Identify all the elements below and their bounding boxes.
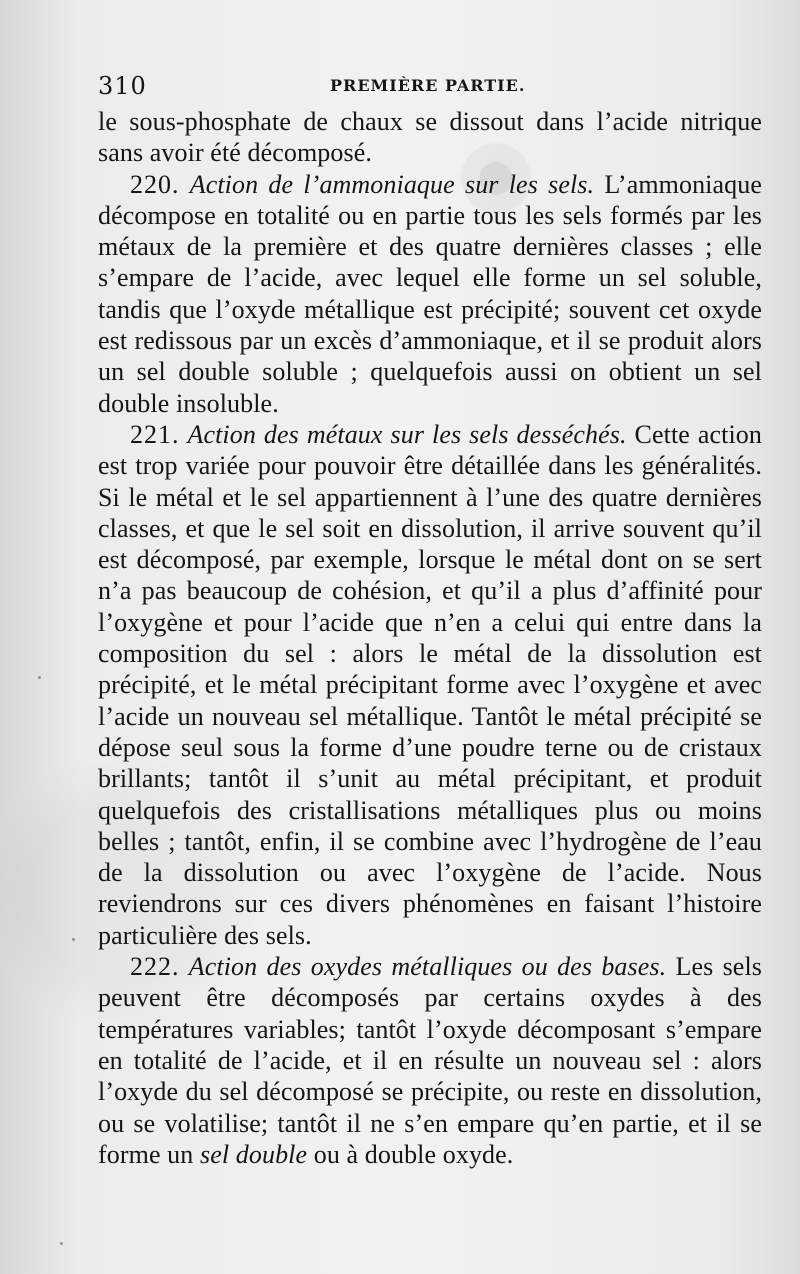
section-title: Action des métaux sur les sels desséchés. <box>187 419 627 449</box>
paper-speck <box>38 676 41 679</box>
paragraph-220 <box>98 169 762 419</box>
running-head: PREMIÈRE PARTIE. <box>330 76 526 95</box>
paper-speck <box>72 938 75 941</box>
paragraph-text: L’ammoniaque décompose en totalité ou en partie tous les sels formés par les métaux de la première et des quatre dernières classes ; elle s’empare de l’acide, avec lequel elle forme un sel soluble, tandis que l’oxyde métallique est précipité; souvent cet oxyde est redissous par un excès d’ammoniaque, et il se produit alors un sel double soluble ; quelquefois aussi on obtient un sel double insoluble. <box>98 169 762 418</box>
paragraph-221 <box>98 419 762 951</box>
page-number: 310 <box>98 72 147 100</box>
section-number: 220. <box>130 169 180 199</box>
paragraph-text: ou à double oxyde. <box>307 1139 514 1169</box>
paper-speck <box>60 1242 63 1245</box>
section-number: 222. <box>130 952 180 982</box>
section-title: Action des oxydes métalliques ou des bases. <box>188 952 667 982</box>
paragraph-text: Cette action est trop variée pour pouvoir être détaillée dans les généralités. Si le métal et le sel appartiennent à l’une des quatre dernières classes, et que le sel soit en dissolution, il arrive souvent qu’il est décomposé, par exemple, lorsque le métal dont on se sert n’a pas beaucoup de cohésion, et qu’il a plus d’affinité pour l’oxygène et pour l’acide que n’en a celui qui entre dans la composition du sel : alors le métal de la dissolution est précipité, et le métal précipitant forme avec l’oxygène et avec l’acide un nouveau sel métallique. Tantôt le métal précipité se dépose seul sous la forme d’une poudre terne ou de cristaux brillants; tantôt il s’unit au métal précipitant, et produit quelquefois des cristallisations métalliques plus ou moins belles ; tantôt, enfin, il se combine avec l’hydrogène de l’eau de la dissolution ou avec l’oxygène de l’acide. Nous reviendrons sur ces divers phénomènes en faisant l’histoire particulière des sels. <box>98 419 763 950</box>
section-title: Action de l’ammoniaque sur les sels. <box>189 169 595 199</box>
paragraph-text: Les sels peuvent être décomposés par certains oxydes à des températures variables; tantôt l’oxyde décomposant s’empare en totalité de l’acide, et il en résulte un nouveau sel : alors l’oxyde du sel décomposé se précipite, ou reste en dissolution, ou se volatilise; tantôt il ne s’en empare qu’en partie, et il se forme un <box>98 952 762 1169</box>
section-number: 221. <box>130 419 180 449</box>
italic-phrase: sel double <box>199 1139 308 1169</box>
paragraph-text: le sous-phosphate de chaux se dissout dans l’acide nitrique sans avoir été décomposé. <box>98 107 762 168</box>
page-header <box>98 72 762 100</box>
paragraph-continuation <box>98 106 762 169</box>
body-text <box>98 106 762 1236</box>
paragraph-222 <box>98 951 762 1170</box>
